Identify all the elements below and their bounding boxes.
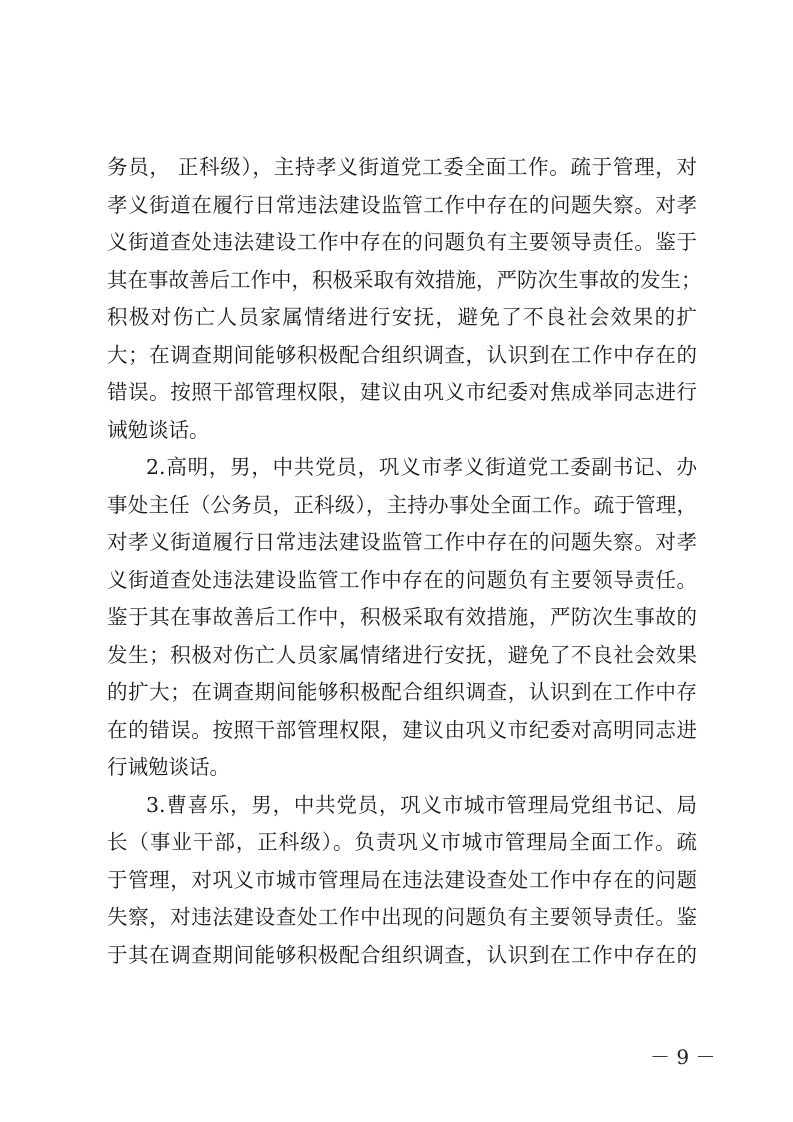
body-text-line: 义街道查处违法建设监管工作中存在的问题负有主要领导责任。 xyxy=(107,568,697,592)
body-text-line: 义街道查处违法建设工作中存在的问题负有主要领导责任。鉴于 xyxy=(107,230,697,254)
body-text-line: 大；在调查期间能够积极配合组织调查，认识到在工作中存在的 xyxy=(107,343,697,367)
paragraph-start-line: 3.曹喜乐，男，中共党员，巩义市城市管理局党组书记、局 xyxy=(146,793,697,817)
paragraph-start-line: 2.高明，男，中共党员，巩义市孝义街道党工委副书记、办 xyxy=(146,455,697,479)
body-text-line: 行诫勉谈话。 xyxy=(107,755,230,779)
body-text-line: 孝义街道在履行日常违法建设监管工作中存在的问题失察。对孝 xyxy=(107,193,697,217)
body-text-line: 在的错误。按照干部管理权限，建议由巩义市纪委对高明同志进 xyxy=(107,718,697,742)
body-text-line: 其在事故善后工作中，积极采取有效措施，严防次生事故的发生； xyxy=(107,268,702,292)
body-text-line: 错误。按照干部管理权限，建议由巩义市纪委对焦成举同志进行 xyxy=(107,380,697,404)
body-text-line: 于管理，对巩义市城市管理局在违法建设查处工作中存在的问题 xyxy=(107,868,697,892)
body-text-line: 的扩大；在调查期间能够积极配合组织调查，认识到在工作中存 xyxy=(107,680,697,704)
body-text-line: 发生；积极对伤亡人员家属情绪进行安抚，避免了不良社会效果 xyxy=(107,643,697,667)
body-text-line: 长（事业干部，正科级）。负责巩义市城市管理局全面工作。疏 xyxy=(107,830,697,854)
body-text-line: 鉴于其在事故善后工作中，积极采取有效措施，严防次生事故的 xyxy=(107,605,697,629)
body-text-line: 积极对伤亡人员家属情绪进行安抚，避免了不良社会效果的扩 xyxy=(107,305,697,329)
body-text-line: 于其在调查期间能够积极配合组织调查，认识到在工作中存在的 xyxy=(107,943,697,967)
body-text-line: 失察，对违法建设查处工作中出现的问题负有主要领导责任。鉴 xyxy=(107,905,697,929)
body-text-line: 事处主任（公务员，正科级），主持办事处全面工作。疏于管理， xyxy=(107,493,697,517)
page-number: － 9 － xyxy=(650,1045,716,1069)
body-text-line: 对孝义街道履行日常违法建设监管工作中存在的问题失察。对孝 xyxy=(107,530,697,554)
body-text-line: 务员， 正科级），主持孝义街道党工委全面工作。疏于管理，对 xyxy=(107,155,697,179)
body-text-line: 诫勉谈话。 xyxy=(107,418,210,442)
